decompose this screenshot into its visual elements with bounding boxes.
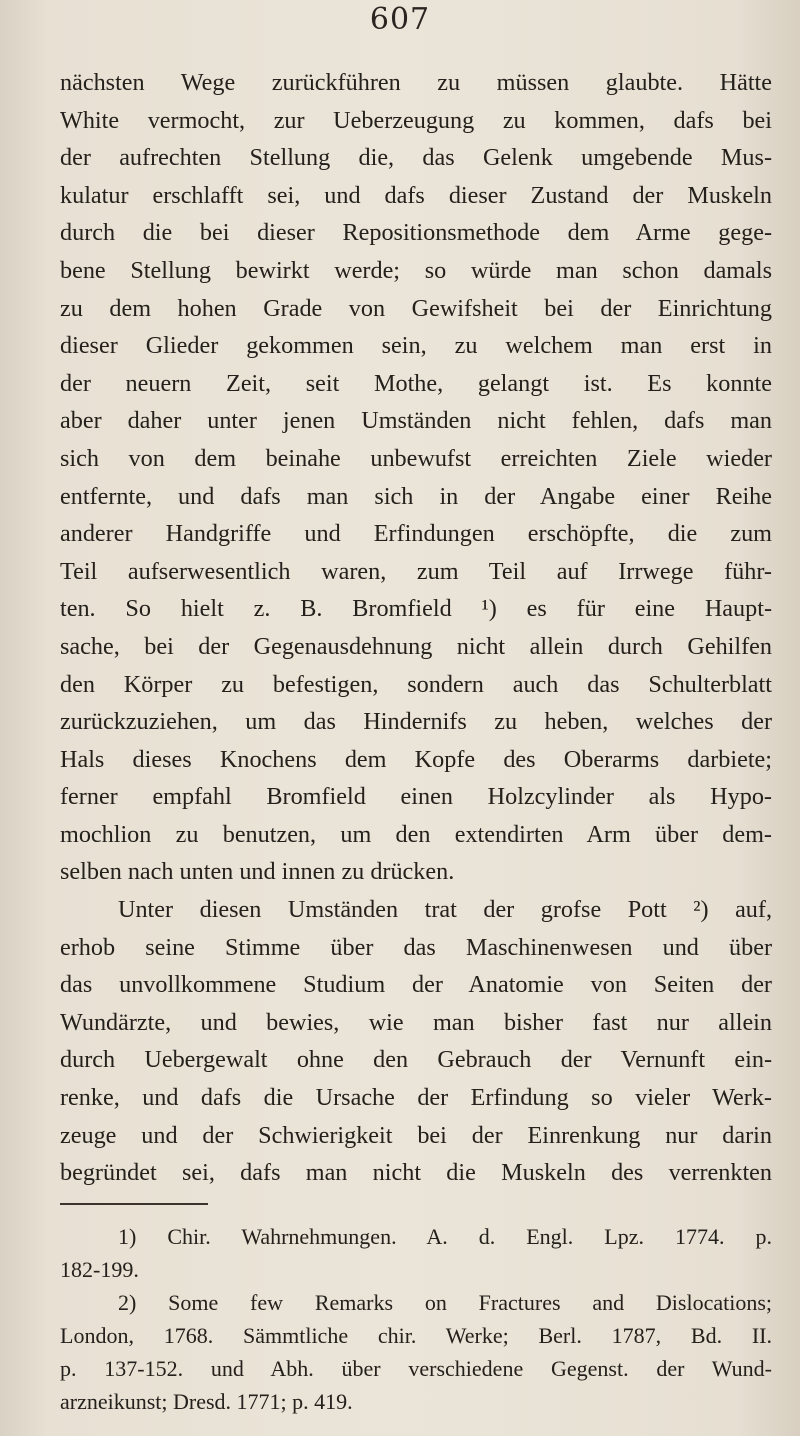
footnote-2-continued: arzneikunst; Dresd. 1771; p. 419. bbox=[60, 1389, 353, 1414]
text-line: durch Uebergewalt ohne den Gebrauch der Vernunft ein- bbox=[60, 1046, 772, 1074]
footnote-2: 2) Some few Remarks on Fractures and Dislocations; bbox=[118, 1290, 772, 1315]
footnote-2-continued: London, 1768. Sämmtliche chir. Werke; Berl. 1787, Bd. II. bbox=[60, 1323, 772, 1348]
text-line: Wundärzte, und bewies, wie man bisher fast nur allein bbox=[60, 1008, 772, 1036]
text-line: der aufrechten Stellung die, das Gelenk umgebende Mus- bbox=[60, 144, 772, 172]
text-line: begründet sei, dafs man nicht die Muskeln des verrenkten bbox=[60, 1159, 772, 1187]
text-line: mochlion zu benutzen, um den extendirten Arm über dem- bbox=[60, 820, 772, 848]
text-line: dieser Glieder gekommen sein, zu welchem man erst in bbox=[60, 332, 772, 360]
paragraph-start-line: Unter diesen Umständen trat der grofse Pott ²) auf, bbox=[118, 896, 772, 924]
text-line: ferner empfahl Bromfield einen Holzcylinder als Hypo- bbox=[60, 783, 772, 811]
text-line: aber daher unter jenen Umständen nicht fehlen, dafs man bbox=[60, 407, 772, 435]
footnote-divider bbox=[60, 1203, 208, 1205]
text-line: zeuge und der Schwierigkeit bei der Einrenkung nur darin bbox=[60, 1121, 772, 1149]
text-line: bene Stellung bewirkt werde; so würde man schon damals bbox=[60, 256, 772, 284]
text-line: anderer Handgriffe und Erfindungen erschöpfte, die zum bbox=[60, 520, 772, 548]
text-line: erhob seine Stimme über das Maschinenwesen und über bbox=[60, 933, 772, 961]
text-line: zu dem hohen Grade von Gewifsheit bei der Einrichtung bbox=[60, 294, 772, 322]
text-line: renke, und dafs die Ursache der Erfindung so vieler Werk- bbox=[60, 1084, 772, 1112]
footnotes bbox=[60, 1220, 772, 1418]
text-line: White vermocht, zur Ueberzeugung zu kommen, dafs bei bbox=[60, 106, 772, 134]
text-line: zurückzuziehen, um das Hindernifs zu heben, welches der bbox=[60, 708, 772, 736]
text-line: den Körper zu befestigen, sondern auch das Schulterblatt bbox=[60, 670, 772, 698]
text-line: das unvollkommene Studium der Anatomie von Seiten der bbox=[60, 971, 772, 999]
text-line: ten. So hielt z. B. Bromfield ¹) es für eine Haupt- bbox=[60, 595, 772, 623]
text-line: durch die bei dieser Repositionsmethode dem Arme gege- bbox=[60, 219, 772, 247]
footnote-1: 1) Chir. Wahrnehmungen. A. d. Engl. Lpz. 1774. p. bbox=[118, 1224, 772, 1249]
text-line: entfernte, und dafs man sich in der Angabe einer Reihe bbox=[60, 482, 772, 510]
text-line: selben nach unten und innen zu drücken. bbox=[60, 858, 455, 886]
text-line: Hals dieses Knochens dem Kopfe des Oberarms darbiete; bbox=[60, 745, 772, 773]
text-line: nächsten Wege zurückführen zu müssen glaubte. Hätte bbox=[60, 69, 772, 96]
text-line: sache, bei der Gegenausdehnung nicht allein durch Gehilfen bbox=[60, 632, 772, 660]
footnote-2-continued: p. 137-152. und Abh. über verschiedene Gegenst. der Wund- bbox=[60, 1356, 772, 1381]
text-line: Teil aufserwesentlich waren, zum Teil auf Irrwege führ- bbox=[60, 557, 772, 585]
text-line: sich von dem beinahe unbewufst erreichten Ziele wieder bbox=[60, 444, 772, 472]
page-number: 607 bbox=[369, 2, 431, 37]
footnote-1-continued: 182-199. bbox=[60, 1257, 139, 1282]
text-line: der neuern Zeit, seit Mothe, gelangt ist. Es konnte bbox=[60, 369, 772, 397]
body-text bbox=[60, 64, 772, 1192]
text-line: kulatur erschlafft sei, und dafs dieser Zustand der Muskeln bbox=[60, 181, 772, 209]
